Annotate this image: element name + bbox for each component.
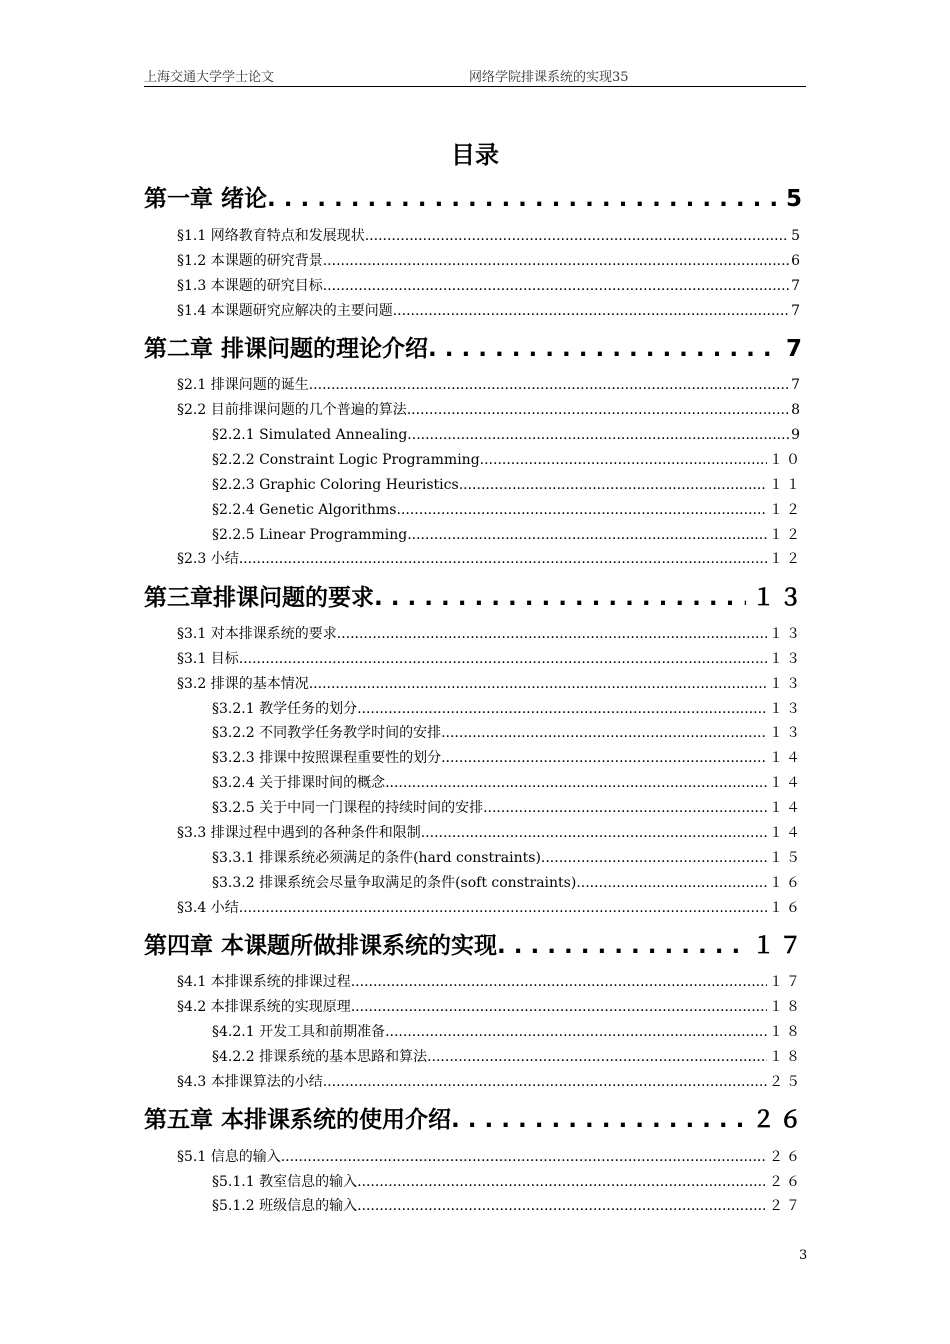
toc-entry-title: §2.2.5 Linear Programming bbox=[212, 527, 408, 543]
toc-dot-leader bbox=[239, 897, 767, 919]
toc-entry-title: 第五章 本排课系统的使用介绍 bbox=[144, 1107, 452, 1133]
toc-entry-page: 5 bbox=[791, 228, 803, 244]
toc-dot-leader bbox=[267, 183, 780, 215]
toc-entry-title: §2.2.1 Simulated Annealing bbox=[212, 427, 408, 443]
toc-section-entry[interactable] bbox=[177, 399, 803, 421]
toc-dot-leader bbox=[407, 424, 789, 446]
toc-dot-leader bbox=[351, 996, 767, 1018]
header-thesis-title: 上海交通大学学士论文 bbox=[144, 70, 275, 85]
toc-entry-title: §2.2.3 Graphic Coloring Heuristics bbox=[212, 477, 459, 493]
toc-dot-leader bbox=[385, 1021, 767, 1043]
toc-entry-page: １４ bbox=[769, 750, 803, 766]
page-number: 3 bbox=[799, 1248, 808, 1263]
toc-entry-title: §5.1 信息的输入 bbox=[177, 1149, 281, 1165]
toc-dot-leader bbox=[323, 250, 789, 272]
toc-section-entry[interactable] bbox=[177, 225, 803, 247]
toc-entry-page: ２６ bbox=[769, 1149, 803, 1165]
toc-section-entry[interactable] bbox=[177, 374, 803, 396]
toc-subsection-entry[interactable] bbox=[212, 1046, 803, 1068]
toc-chapter-entry[interactable] bbox=[144, 930, 806, 962]
toc-dot-leader bbox=[393, 300, 789, 322]
toc-entry-page: １８ bbox=[769, 999, 803, 1015]
toc-chapter-entry[interactable] bbox=[144, 582, 806, 614]
toc-section-entry[interactable] bbox=[177, 300, 803, 322]
toc-dot-leader bbox=[385, 772, 767, 794]
toc-dot-leader bbox=[407, 399, 789, 421]
toc-entry-title: §4.2.2 排课系统的基本思路和算法 bbox=[212, 1049, 428, 1065]
toc-section-entry[interactable] bbox=[177, 275, 803, 297]
toc-dot-leader bbox=[441, 747, 767, 769]
toc-subsection-entry[interactable] bbox=[212, 474, 803, 496]
toc-section-entry[interactable] bbox=[177, 1071, 803, 1093]
toc-subsection-entry[interactable] bbox=[212, 772, 803, 794]
toc-dot-leader bbox=[239, 648, 767, 670]
toc-entry-page: １６ bbox=[769, 875, 803, 891]
toc-entry-title: 第二章 排课问题的理论介绍 bbox=[144, 336, 429, 362]
toc-dot-leader bbox=[451, 1104, 746, 1136]
toc-entry-page: １０ bbox=[769, 452, 803, 468]
toc-entry-title: 第四章 本课题所做排课系统的实现 bbox=[144, 933, 498, 959]
toc-entry-title: §3.2.1 教学任务的划分 bbox=[212, 701, 358, 717]
toc-entry-page: １２ bbox=[769, 551, 803, 567]
toc-dot-leader bbox=[407, 524, 767, 546]
toc-entry-title: §3.1 目标 bbox=[177, 651, 239, 667]
toc-subsection-entry[interactable] bbox=[212, 847, 803, 869]
toc-dot-leader bbox=[239, 548, 767, 570]
toc-entry-title: §4.1 本排课系统的排课过程 bbox=[177, 974, 351, 990]
toc-section-entry[interactable] bbox=[177, 822, 803, 844]
toc-entry-page: 7 bbox=[791, 278, 803, 294]
toc-section-entry[interactable] bbox=[177, 548, 803, 570]
toc-entry-page: 5 bbox=[785, 186, 806, 212]
toc-entry-title: §2.2 目前排课问题的几个普遍的算法 bbox=[177, 402, 407, 418]
toc-entry-title: §3.2.5 关于中同一门课程的持续时间的安排 bbox=[212, 800, 484, 816]
toc-dot-leader bbox=[351, 971, 767, 993]
toc-dot-leader bbox=[357, 698, 767, 720]
toc-entry-page: ２５ bbox=[769, 1074, 803, 1090]
toc-entry-title: 第一章 绪论 bbox=[144, 186, 268, 212]
toc-entry-title: §3.3.2 排课系统会尽量争取满足的条件(soft constraints) bbox=[212, 875, 577, 891]
toc-entry-title: §1.3 本课题的研究目标 bbox=[177, 278, 323, 294]
toc-dot-leader bbox=[541, 847, 767, 869]
toc-dot-leader bbox=[421, 822, 767, 844]
toc-dot-leader bbox=[365, 225, 789, 247]
toc-entry-title: §3.2.3 排课中按照课程重要性的划分 bbox=[212, 750, 442, 766]
toc-entry-title: §2.2.4 Genetic Algorithms bbox=[212, 502, 397, 518]
toc-entry-page: １４ bbox=[769, 775, 803, 791]
toc-section-entry[interactable] bbox=[177, 673, 803, 695]
toc-entry-page: １３ bbox=[769, 701, 803, 717]
toc-dot-leader bbox=[497, 930, 746, 962]
toc-chapter-entry[interactable] bbox=[144, 183, 806, 215]
toc-entry-title: §3.4 小结 bbox=[177, 900, 239, 916]
toc-dot-leader bbox=[397, 499, 768, 521]
toc-subsection-entry[interactable] bbox=[212, 424, 803, 446]
toc-section-entry[interactable] bbox=[177, 623, 803, 645]
toc-entry-title: §3.2 排课的基本情况 bbox=[177, 676, 309, 692]
toc-subsection-entry[interactable] bbox=[212, 499, 803, 521]
toc-subsection-entry[interactable] bbox=[212, 1021, 803, 1043]
toc-subsection-entry[interactable] bbox=[212, 722, 803, 744]
toc-entry-page: １２ bbox=[769, 527, 803, 543]
toc-dot-leader bbox=[357, 1195, 767, 1217]
toc-subsection-entry[interactable] bbox=[212, 698, 803, 720]
toc-dot-leader bbox=[576, 872, 767, 894]
toc-entry-page: １３ bbox=[769, 725, 803, 741]
toc-dot-leader bbox=[309, 374, 789, 396]
toc-dot-leader bbox=[337, 623, 767, 645]
toc-entry-title: §2.1 排课问题的诞生 bbox=[177, 377, 309, 393]
toc-entry-page: １７ bbox=[769, 974, 803, 990]
toc-entry-page: １７ bbox=[752, 933, 806, 959]
toc-subsection-entry[interactable] bbox=[212, 449, 803, 471]
toc-entry-title: §3.2.4 关于排课时间的概念 bbox=[212, 775, 386, 791]
toc-entry-page: １１ bbox=[769, 477, 803, 493]
toc-entry-page: １６ bbox=[769, 900, 803, 916]
toc-entry-page: １８ bbox=[769, 1049, 803, 1065]
toc-entry-page: １３ bbox=[769, 626, 803, 642]
toc-entry-page: ２６ bbox=[769, 1174, 803, 1190]
toc-subsection-entry[interactable] bbox=[212, 1195, 803, 1217]
toc-entry-title: §1.4 本课题研究应解决的主要问题 bbox=[177, 303, 393, 319]
toc-entry-title: §2.2.2 Constraint Logic Programming bbox=[212, 452, 480, 468]
toc-dot-leader bbox=[323, 1071, 767, 1093]
toc-dot-leader bbox=[459, 474, 767, 496]
toc-subsection-entry[interactable] bbox=[212, 872, 803, 894]
toc-entry-title: §3.3 排课过程中遇到的各种条件和限制 bbox=[177, 825, 421, 841]
toc-dot-leader bbox=[427, 1046, 767, 1068]
toc-entry-page: 8 bbox=[791, 402, 803, 418]
toc-entry-page: 7 bbox=[791, 303, 803, 319]
toc-dot-leader bbox=[480, 449, 767, 471]
toc-entry-title: §2.3 小结 bbox=[177, 551, 239, 567]
toc-entry-page: 7 bbox=[785, 336, 806, 362]
toc-dot-leader bbox=[309, 673, 767, 695]
toc-section-entry[interactable] bbox=[177, 897, 803, 919]
toc-entry-page: 6 bbox=[791, 253, 803, 269]
toc-entry-title: §5.1.1 教室信息的输入 bbox=[212, 1174, 358, 1190]
toc-dot-leader bbox=[428, 333, 780, 365]
toc-entry-page: ２６ bbox=[752, 1107, 806, 1133]
toc-entry-page: １２ bbox=[769, 502, 803, 518]
toc-entry-title: §1.1 网络教育特点和发展现状 bbox=[177, 228, 365, 244]
toc-title: 目录 bbox=[451, 141, 499, 169]
toc-section-entry[interactable] bbox=[177, 250, 803, 272]
toc-dot-leader bbox=[483, 797, 767, 819]
toc-entry-page: ２７ bbox=[769, 1198, 803, 1214]
toc-entry-title: §4.3 本排课算法的小结 bbox=[177, 1074, 323, 1090]
header-document-title: 网络学院排课系统的实现35 bbox=[469, 70, 629, 85]
toc-section-entry[interactable] bbox=[177, 971, 803, 993]
toc-entry-title: §3.3.1 排课系统必须满足的条件(hard constraints) bbox=[212, 850, 541, 866]
toc-entry-page: １８ bbox=[769, 1024, 803, 1040]
toc-entry-title: §1.2 本课题的研究背景 bbox=[177, 253, 323, 269]
toc-subsection-entry[interactable] bbox=[212, 524, 803, 546]
toc-entry-title: §4.2.1 开发工具和前期准备 bbox=[212, 1024, 386, 1040]
toc-section-entry[interactable] bbox=[177, 1146, 803, 1168]
toc-entry-title: §3.1 对本排课系统的要求 bbox=[177, 626, 337, 642]
toc-entry-title: §3.2.2 不同教学任务教学时间的安排 bbox=[212, 725, 442, 741]
toc-dot-leader bbox=[357, 1171, 767, 1193]
toc-entry-page: １４ bbox=[769, 800, 803, 816]
toc-entry-page: １３ bbox=[769, 651, 803, 667]
toc-entry-title: 第三章排课问题的要求 bbox=[144, 585, 374, 611]
toc-dot-leader bbox=[374, 582, 746, 614]
toc-entry-page: 7 bbox=[791, 377, 803, 393]
toc-chapter-entry[interactable] bbox=[144, 333, 806, 365]
toc-subsection-entry[interactable] bbox=[212, 1171, 803, 1193]
toc-chapter-entry[interactable] bbox=[144, 1104, 806, 1136]
toc-entry-page: １３ bbox=[752, 585, 806, 611]
toc-subsection-entry[interactable] bbox=[212, 747, 803, 769]
toc-entry-page: １４ bbox=[769, 825, 803, 841]
toc-dot-leader bbox=[323, 275, 789, 297]
toc-dot-leader bbox=[441, 722, 767, 744]
toc-section-entry[interactable] bbox=[177, 648, 803, 670]
toc-entry-page: １５ bbox=[769, 850, 803, 866]
toc-entry-page: 9 bbox=[791, 427, 803, 443]
toc-entry-title: §4.2 本排课系统的实现原理 bbox=[177, 999, 351, 1015]
toc-section-entry[interactable] bbox=[177, 996, 803, 1018]
toc-subsection-entry[interactable] bbox=[212, 797, 803, 819]
toc-entry-title: §5.1.2 班级信息的输入 bbox=[212, 1198, 358, 1214]
toc-dot-leader bbox=[281, 1146, 767, 1168]
toc-entry-page: １３ bbox=[769, 676, 803, 692]
